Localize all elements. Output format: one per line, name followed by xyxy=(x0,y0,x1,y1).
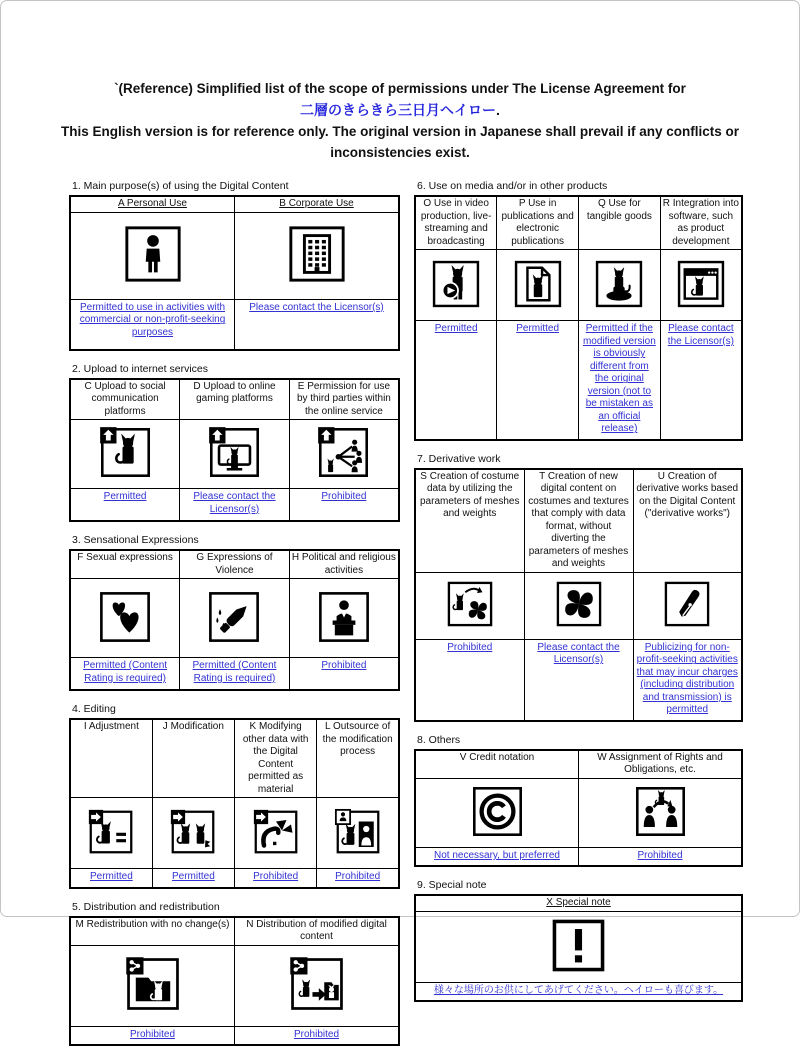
header-text: R Integration into software, such as product development xyxy=(662,198,739,247)
header-cell-E xyxy=(289,379,399,420)
icon-cell-I xyxy=(70,798,152,869)
section-8 xyxy=(414,734,743,868)
icon-cell-U xyxy=(633,572,742,639)
status-link-F[interactable]: Permitted (Content Rating is required) xyxy=(83,660,168,684)
icon-cell-N xyxy=(235,945,400,1026)
product-name-link[interactable]: 二層のきらきら三日月ヘイロー xyxy=(300,101,497,118)
modified-distribution-icon xyxy=(288,955,346,1013)
permission-table xyxy=(414,749,743,868)
permission-table xyxy=(414,894,743,1002)
icon-cell-K xyxy=(235,798,317,869)
header-cell-A xyxy=(70,196,235,212)
material-modify-icon xyxy=(252,808,300,856)
icon-cell-E xyxy=(289,420,399,489)
header-text: L Outsource of the modification process xyxy=(322,721,393,758)
title-product-line xyxy=(1,100,799,122)
header-text: T Creation of new digital content on costumes and textures that comply with data format, without diverting the parameters of meshes and weights xyxy=(528,470,629,570)
status-cell-T xyxy=(524,639,633,721)
icon-cell-D xyxy=(180,420,290,489)
section-1 xyxy=(69,180,400,351)
rights-assignment-icon xyxy=(633,784,688,839)
permission-table xyxy=(414,195,743,441)
icon-cell-C xyxy=(70,420,180,489)
status-link-I[interactable]: Permitted xyxy=(89,871,133,883)
icon-cell-B xyxy=(235,212,400,299)
header-text: Q Use for tangible goods xyxy=(586,198,652,222)
costume-data-icon xyxy=(445,579,495,629)
status-cell-Q xyxy=(579,321,661,440)
header-text: W Assignment of Rights and Obligations, etc. xyxy=(597,751,723,776)
status-cell-H xyxy=(289,658,399,691)
status-link-B[interactable]: Please contact the Licensor(s) xyxy=(249,301,384,313)
status-cell-S xyxy=(415,639,524,721)
header-text: D Upload to online gaming platforms xyxy=(193,380,276,405)
third-party-use-icon xyxy=(316,425,371,480)
status-cell-K xyxy=(235,869,317,888)
icon-cell-O xyxy=(415,250,497,321)
status-link-N[interactable]: Prohibited xyxy=(293,1028,340,1040)
right-column xyxy=(414,180,743,1014)
section-6 xyxy=(414,180,743,441)
header-cell-F xyxy=(70,550,180,579)
header-text: O Use in video production, live-streaming and broadcasting xyxy=(420,198,492,247)
credit-notation-icon xyxy=(470,784,525,839)
header-text: G Expressions of Violence xyxy=(196,552,273,576)
status-link-T[interactable]: Please contact the Licensor(s) xyxy=(537,641,620,666)
permission-table xyxy=(69,378,400,523)
header-cell-L xyxy=(317,719,399,798)
upload-social-icon xyxy=(98,425,153,480)
status-link-W[interactable]: Prohibited xyxy=(637,849,683,861)
icon-cell-T xyxy=(524,572,633,639)
header-cell-M xyxy=(70,917,235,946)
header-cell-H xyxy=(289,550,399,579)
status-link-L[interactable]: Prohibited xyxy=(335,871,381,883)
special-note-icon xyxy=(550,917,607,974)
status-cell-A xyxy=(70,299,235,350)
status-link-M[interactable]: Prohibited xyxy=(129,1028,176,1040)
header-cell-R xyxy=(660,196,742,250)
modification-icon xyxy=(169,808,217,856)
status-cell-R xyxy=(660,321,742,440)
header-cell-I xyxy=(70,719,152,798)
header-text: A Personal Use xyxy=(118,198,187,210)
adjustment-icon xyxy=(87,808,135,856)
permission-table xyxy=(69,549,400,691)
header-cell-S xyxy=(415,469,524,573)
icon-cell-J xyxy=(152,798,234,869)
header-cell-Q xyxy=(579,196,661,250)
header-text: I Adjustment xyxy=(83,721,139,733)
section-9 xyxy=(414,879,743,1002)
upload-gaming-icon xyxy=(207,425,262,480)
status-link-Q[interactable]: Permitted if the modified version is obviously different from the original version (not to be mistaken as an official release) xyxy=(582,323,656,435)
header-text: P Use in publications and electronic publications xyxy=(501,198,574,247)
header-cell-T xyxy=(524,469,633,573)
icon-cell-F xyxy=(70,579,180,658)
status-link-R[interactable]: Please contact the Licensor(s) xyxy=(667,323,734,347)
section-label: 4. Editing xyxy=(72,703,116,716)
status-cell-I xyxy=(70,869,152,888)
publication-icon xyxy=(512,258,564,310)
status-link-U[interactable]: Publicizing for non-profit-seeking activities that may incur charges (including distribution and transmission) is permitted xyxy=(636,641,738,716)
icon-cell-R xyxy=(660,250,742,321)
header-cell-X xyxy=(415,895,742,911)
permission-table xyxy=(69,916,400,1047)
header-text: B Corporate Use xyxy=(279,198,354,210)
status-cell-C xyxy=(70,489,180,522)
header-cell-V xyxy=(415,750,579,779)
icon-cell-H xyxy=(289,579,399,658)
status-cell-V xyxy=(415,847,579,866)
status-cell-X xyxy=(415,982,742,1001)
header-cell-D xyxy=(180,379,290,420)
section-2 xyxy=(69,363,400,523)
product-name-suffix: . xyxy=(496,101,500,118)
icon-cell-Q xyxy=(579,250,661,321)
header-cell-P xyxy=(497,196,579,250)
section-label: 9. Special note xyxy=(417,879,487,892)
section-label: 5. Distribution and redistribution xyxy=(72,900,220,913)
section-label: 3. Sensational Expressions xyxy=(72,534,199,547)
header-cell-B xyxy=(235,196,400,212)
outsource-icon xyxy=(334,808,382,856)
header-text: F Sexual expressions xyxy=(77,552,173,564)
status-cell-B xyxy=(235,299,400,350)
header-cell-C xyxy=(70,379,180,420)
derivative-works-icon xyxy=(662,579,712,629)
header-text: C Upload to social communication platforms xyxy=(84,380,166,417)
section-label: 7. Derivative work xyxy=(417,452,501,465)
status-link-G[interactable]: Permitted (Content Rating is required) xyxy=(192,660,277,684)
status-cell-U xyxy=(633,639,742,721)
section-3 xyxy=(69,534,400,691)
video-production-icon xyxy=(430,258,482,310)
header-text: M Redistribution with no change(s) xyxy=(75,918,230,930)
status-link-A[interactable]: Permitted to use in activities with commercial or non-profit-seeking purposes xyxy=(79,301,226,338)
icon-cell-W xyxy=(579,778,743,847)
header-text: U Creation of derivative works based on the Digital Content ("derivative works") xyxy=(636,470,739,520)
status-link-P[interactable]: Permitted xyxy=(516,323,560,335)
status-cell-W xyxy=(579,847,743,866)
section-label: 6. Use on media and/or in other products xyxy=(417,180,608,193)
header-cell-O xyxy=(415,196,497,250)
status-cell-D xyxy=(180,489,290,522)
software-integration-icon xyxy=(675,258,727,310)
header-cell-W xyxy=(579,750,743,779)
permission-table xyxy=(69,195,400,351)
title-line-1: `(Reference) Simplified list of the scope of permissions under The License Agreement for xyxy=(114,81,686,96)
political-religious-icon xyxy=(316,589,372,645)
status-cell-F xyxy=(70,658,180,691)
status-link-K[interactable]: Prohibited xyxy=(253,871,299,883)
section-7 xyxy=(414,453,743,722)
new-costume-icon xyxy=(554,579,604,629)
status-cell-O xyxy=(415,321,497,440)
status-cell-G xyxy=(180,658,290,691)
icon-cell-G xyxy=(180,579,290,658)
icon-cell-M xyxy=(70,945,235,1026)
section-4 xyxy=(69,703,400,889)
status-link-J[interactable]: Permitted xyxy=(171,871,215,883)
section-label: 2. Upload to internet services xyxy=(72,362,208,375)
permission-table xyxy=(414,468,743,722)
icon-cell-X xyxy=(415,911,742,982)
icon-cell-A xyxy=(70,212,235,299)
header-text: X Special note xyxy=(546,897,611,909)
header-text: E Permission for use by third parties within the online service xyxy=(296,380,391,417)
sexual-expression-icon xyxy=(97,589,153,645)
icon-cell-P xyxy=(497,250,579,321)
header-cell-U xyxy=(633,469,742,573)
status-link-S[interactable]: Prohibited xyxy=(447,641,493,653)
title-disclaimer: This English version is for reference only. The original version in Japanese shall prevail if any conflicts or inconsistencies exist. xyxy=(61,123,739,160)
status-link-H[interactable]: Prohibited xyxy=(321,660,367,672)
status-cell-E xyxy=(289,489,399,522)
left-column xyxy=(69,180,400,1058)
section-label: 1. Main purpose(s) of using the Digital Content xyxy=(72,180,289,193)
header-cell-J xyxy=(152,719,234,798)
status-cell-M xyxy=(70,1026,235,1045)
section-label: 8. Others xyxy=(417,733,461,746)
permission-table xyxy=(69,718,400,889)
status-link-D[interactable]: Please contact the Licensor(s) xyxy=(193,491,276,515)
header-text: S Creation of costume data by utilizing the parameters of meshes and weights xyxy=(420,470,520,520)
header-text: J Modification xyxy=(162,721,224,733)
corporate-use-icon xyxy=(286,223,348,285)
content-columns xyxy=(1,163,799,1058)
status-link-O[interactable]: Permitted xyxy=(434,323,478,335)
header-text: V Credit notation xyxy=(459,751,535,763)
header-text: K Modifying other data with the Digital Content permitted as material xyxy=(242,721,309,795)
icon-cell-V xyxy=(415,778,579,847)
section-5 xyxy=(69,901,400,1047)
redistribution-icon xyxy=(124,955,182,1013)
icon-cell-L xyxy=(317,798,399,869)
document-title xyxy=(1,79,799,163)
status-link-E[interactable]: Prohibited xyxy=(321,491,367,503)
header-cell-N xyxy=(235,917,400,946)
header-text: H Political and religious activities xyxy=(291,552,396,576)
tangible-goods-icon xyxy=(593,258,645,310)
personal-use-icon xyxy=(122,223,184,285)
header-text: N Distribution of modified digital content xyxy=(246,918,387,943)
violence-expression-icon xyxy=(206,589,262,645)
header-cell-G xyxy=(180,550,290,579)
status-link-V[interactable]: Not necessary, but preferred xyxy=(434,849,560,861)
status-cell-L xyxy=(317,869,399,888)
status-cell-P xyxy=(497,321,579,440)
header-cell-K xyxy=(235,719,317,798)
status-cell-J xyxy=(152,869,234,888)
status-cell-N xyxy=(235,1026,400,1045)
status-link-X[interactable]: 様々な場所のお供にしてあげてください。ヘイローも喜びます。 xyxy=(433,984,724,996)
status-link-C[interactable]: Permitted xyxy=(103,491,147,503)
icon-cell-S xyxy=(415,572,524,639)
